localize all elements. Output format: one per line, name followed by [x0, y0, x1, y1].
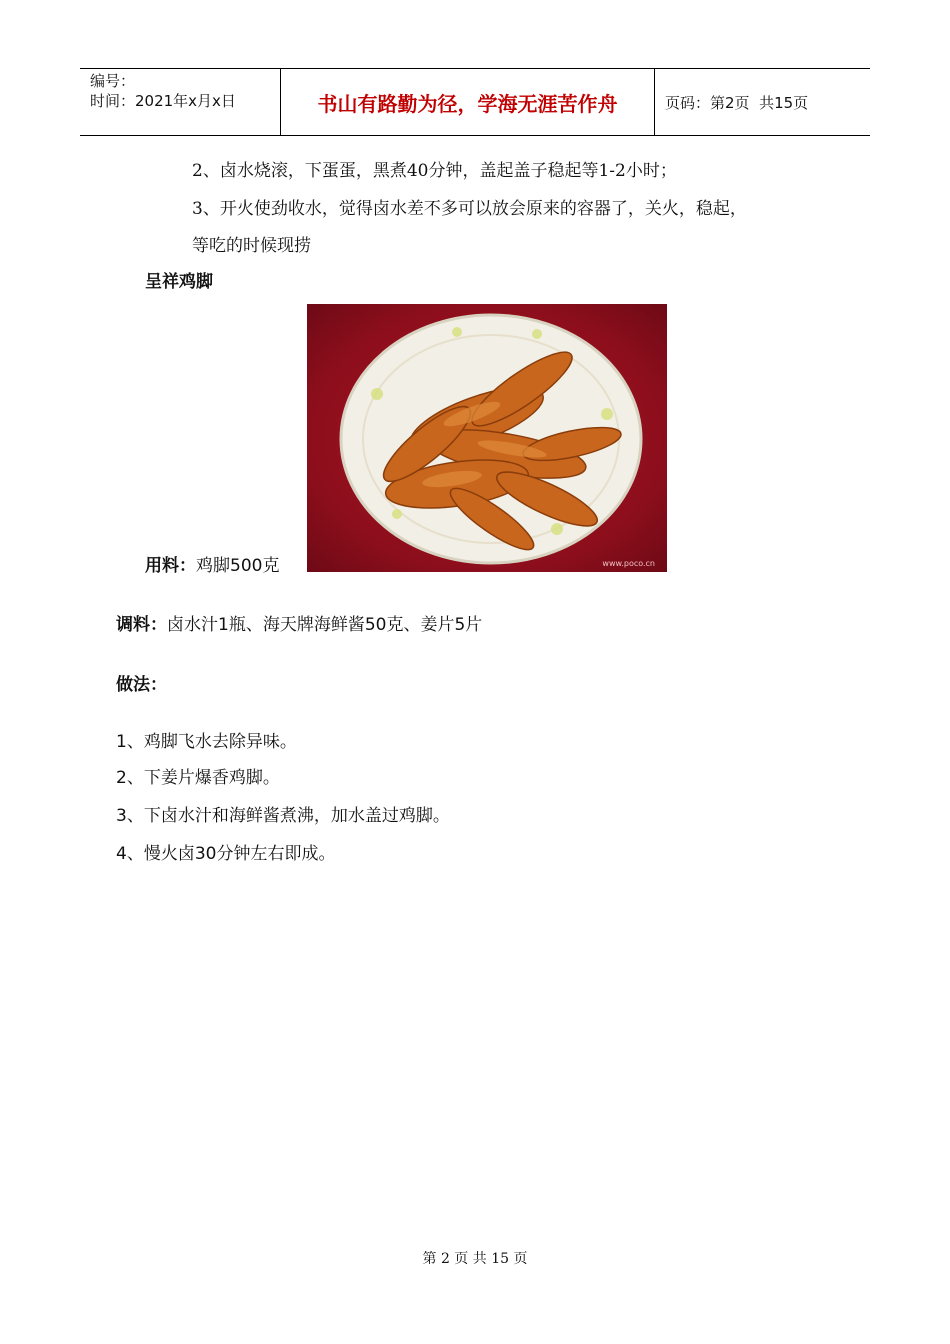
method-label: 做法： — [116, 675, 167, 695]
method-step-1: 1、鸡脚飞水去除异味。 — [116, 732, 297, 752]
ingredients-line — [145, 555, 279, 577]
photo-watermark: www.poco.cn — [602, 559, 655, 568]
prev-step-3: 3、开火使劲收水，觉得卤水差不多可以放会原来的容器了，关火，稳起， — [192, 199, 747, 219]
ingredients-text: 鸡脚500克 — [196, 556, 280, 576]
page-footer: 第 2 页 共 15 页 — [422, 1251, 528, 1267]
prev-step-3-cont: 等吃的时候现捞 — [192, 236, 311, 256]
header-motto: 书山有路勤为径，学海无涯苦作舟 — [281, 69, 655, 135]
chicken-feet-photo — [307, 304, 667, 572]
seasoning-line — [116, 614, 482, 636]
method-step-2: 2、下姜片爆香鸡脚。 — [116, 768, 280, 788]
header-meta — [80, 69, 281, 135]
seasoning-label: 调料： — [116, 615, 167, 635]
prev-step-2: 2、卤水烧滚，下蛋蛋，黑煮40分钟，盖起盖子稳起等1-2小时； — [192, 161, 677, 181]
page-header — [80, 68, 870, 136]
method-step-3: 3、下卤水汁和海鲜酱煮沸，加水盖过鸡脚。 — [116, 806, 450, 826]
ingredients-label: 用料： — [145, 556, 196, 576]
number-label: 编号： — [90, 72, 136, 90]
recipe-title: 呈祥鸡脚 — [145, 272, 213, 292]
method-step-4: 4、慢火卤30分钟左右即成。 — [116, 844, 336, 864]
time-label: 时间：2021年x月x日 — [90, 92, 236, 110]
seasoning-text: 卤水汁1瓶、海天牌海鲜酱50克、姜片5片 — [167, 615, 483, 635]
header-page-info: 页码：第2页 共15页 — [665, 93, 809, 112]
